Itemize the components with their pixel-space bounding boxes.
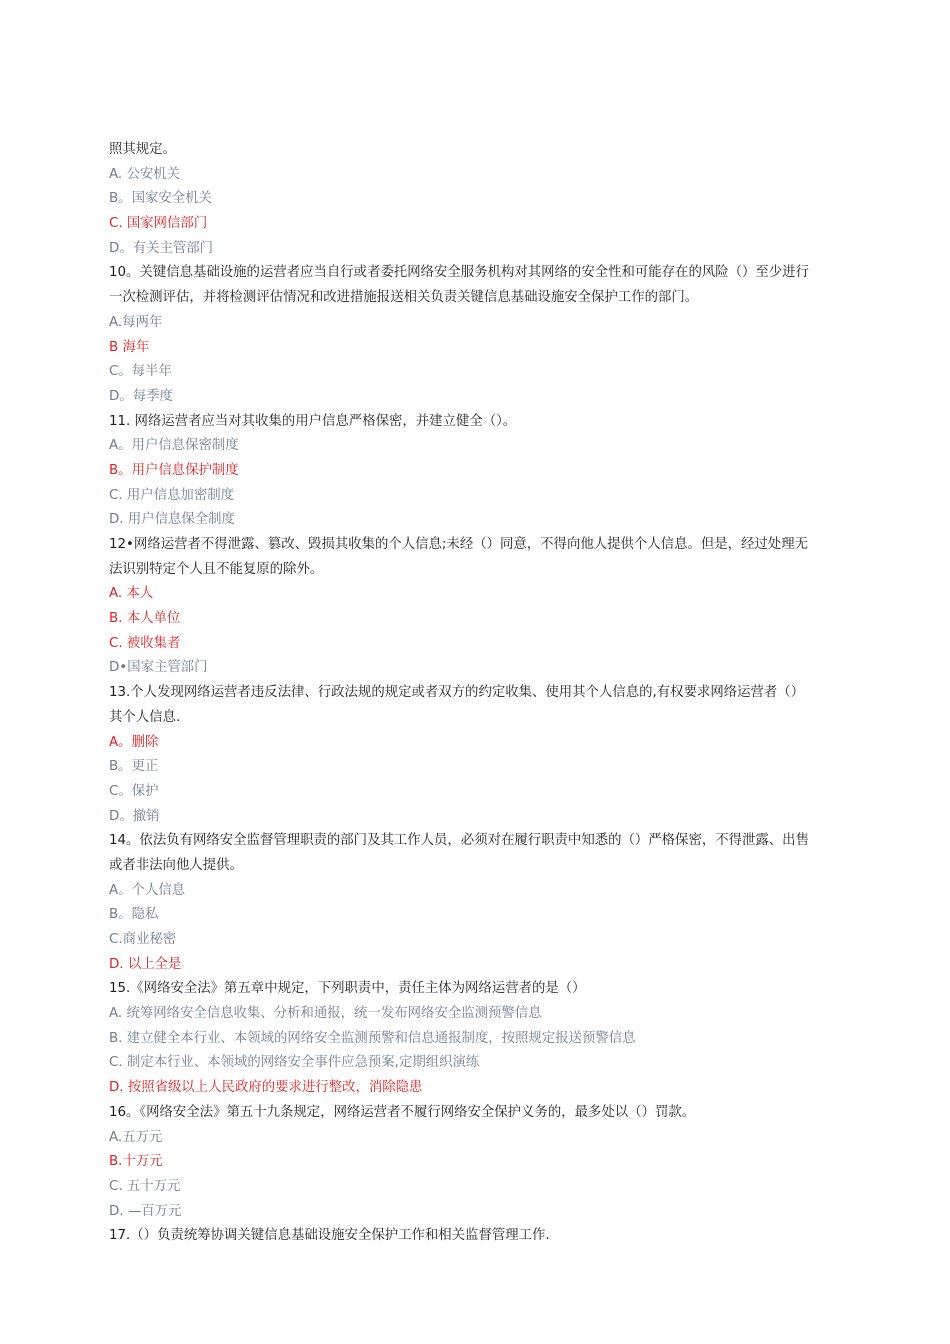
q12-option-c-answer: C. 被收集者 bbox=[109, 635, 181, 651]
q11-option-d: D. 用户信息保全制度 bbox=[109, 512, 235, 528]
q12-option-b-answer: B. 本人单位 bbox=[109, 611, 181, 627]
q12-option-a-answer: A. 本人 bbox=[109, 586, 154, 602]
option-d: D。有关主管部门 bbox=[109, 240, 214, 256]
q13-option-d: D。撤销 bbox=[109, 808, 160, 824]
question-14: 14。依法负有网络安全监督管理职责的部门及其工作人员，必须对在履行职责中知悉的（）严格保密，不得泄露、出售 bbox=[109, 833, 809, 849]
option-a: A. 公安机关 bbox=[109, 166, 180, 182]
q14-option-b: B。隐私 bbox=[109, 907, 159, 923]
q14-option-c: C.商业秘密 bbox=[109, 932, 177, 947]
q15-option-c: C. 制定本行业、本领域的网络安全事件应急预案,定期组织演练 bbox=[109, 1055, 480, 1071]
question-15: 15.《网络安全法》第五章中规定，下列职责中，责任主体为网络运营者的是（） bbox=[109, 981, 586, 997]
q16-option-d: D. —百万元 bbox=[109, 1203, 182, 1219]
question-13: 13.个人发现网络运营者违反法律、行政法规的规定或者双方的约定收集、使用其个人信息的,有权要求网络运营者（） bbox=[109, 685, 805, 701]
q15-option-d-answer: D. 按照省级以上人民政府的要求进行整改，消除隐患 bbox=[109, 1080, 423, 1096]
option-b: B。国家安全机关 bbox=[109, 191, 212, 207]
option-c-answer: C. 国家网信部门 bbox=[109, 216, 208, 232]
question-list bbox=[109, 138, 839, 1249]
q15-option-a: A. 统筹网络安全信息收集、分析和通报，统一发布网络安全监测预警信息 bbox=[109, 1006, 542, 1022]
question-14-cont: 或者非法向他人提供。 bbox=[109, 857, 243, 873]
q12-option-d: D•国家主管部门 bbox=[109, 660, 208, 676]
question-12: 12•网络运营者不得泄露、篡改、毁损其收集的个人信息;未经（）同意，不得向他人提供个人信息。但是，经过处理无 bbox=[109, 537, 808, 552]
q15-option-b: B. 建立健全本行业、本领域的网络安全监测预警和信息通报制度，按照规定报送预警信息 bbox=[109, 1030, 636, 1046]
q14-option-a: A。个人信息 bbox=[109, 882, 186, 898]
q13-option-b: B。更正 bbox=[109, 759, 159, 775]
question-13-cont: 其个人信息. bbox=[109, 709, 181, 725]
question-16: 16。《网络安全法》第五十九条规定，网络运营者不履行网络安全保护义务的，最多处以（）罚款。 bbox=[109, 1104, 696, 1120]
q11-option-b-answer: B。用户信息保护制度 bbox=[109, 462, 239, 478]
question-text: 照其规定。 bbox=[109, 142, 176, 157]
q10-option-c: C。每半年 bbox=[109, 364, 172, 380]
question-11: 11. 网络运营者应当对其收集的用户信息严格保密，并建立健全（）。 bbox=[109, 413, 517, 429]
question-12-cont: 法识别特定个人且不能复原的除外。 bbox=[109, 561, 324, 577]
question-10: 10。关键信息基础设施的运营者应当自行或者委托网络安全服务机构对其网络的安全性和可能存在的风险（）至少进行 bbox=[109, 265, 809, 281]
q16-option-a: A.五万元 bbox=[109, 1129, 163, 1145]
q13-option-a-answer: A。删除 bbox=[109, 734, 159, 750]
q13-option-c: C。保护 bbox=[109, 783, 159, 799]
question-17: 17.（）负责统筹协调关键信息基础设施安全保护工作和相关监督管理工作. bbox=[109, 1228, 550, 1244]
q14-option-d-answer: D. 以上全是 bbox=[109, 956, 182, 972]
q10-option-a: A.每两年 bbox=[109, 314, 163, 330]
q10-option-b-answer: B 海年 bbox=[109, 339, 150, 355]
q10-option-d: D。每季度 bbox=[109, 388, 173, 404]
q11-option-c: C. 用户信息加密制度 bbox=[109, 487, 234, 503]
question-10-cont: 一次检测评估，并将检测评估情况和改进措施报送相关负责关键信息基础设施安全保护工作的部门。 bbox=[109, 290, 699, 306]
q16-option-c: C. 五十万元 bbox=[109, 1178, 181, 1194]
q16-option-b-answer: B.十万元 bbox=[109, 1154, 163, 1170]
q11-option-a: A。用户信息保密制度 bbox=[109, 438, 239, 454]
